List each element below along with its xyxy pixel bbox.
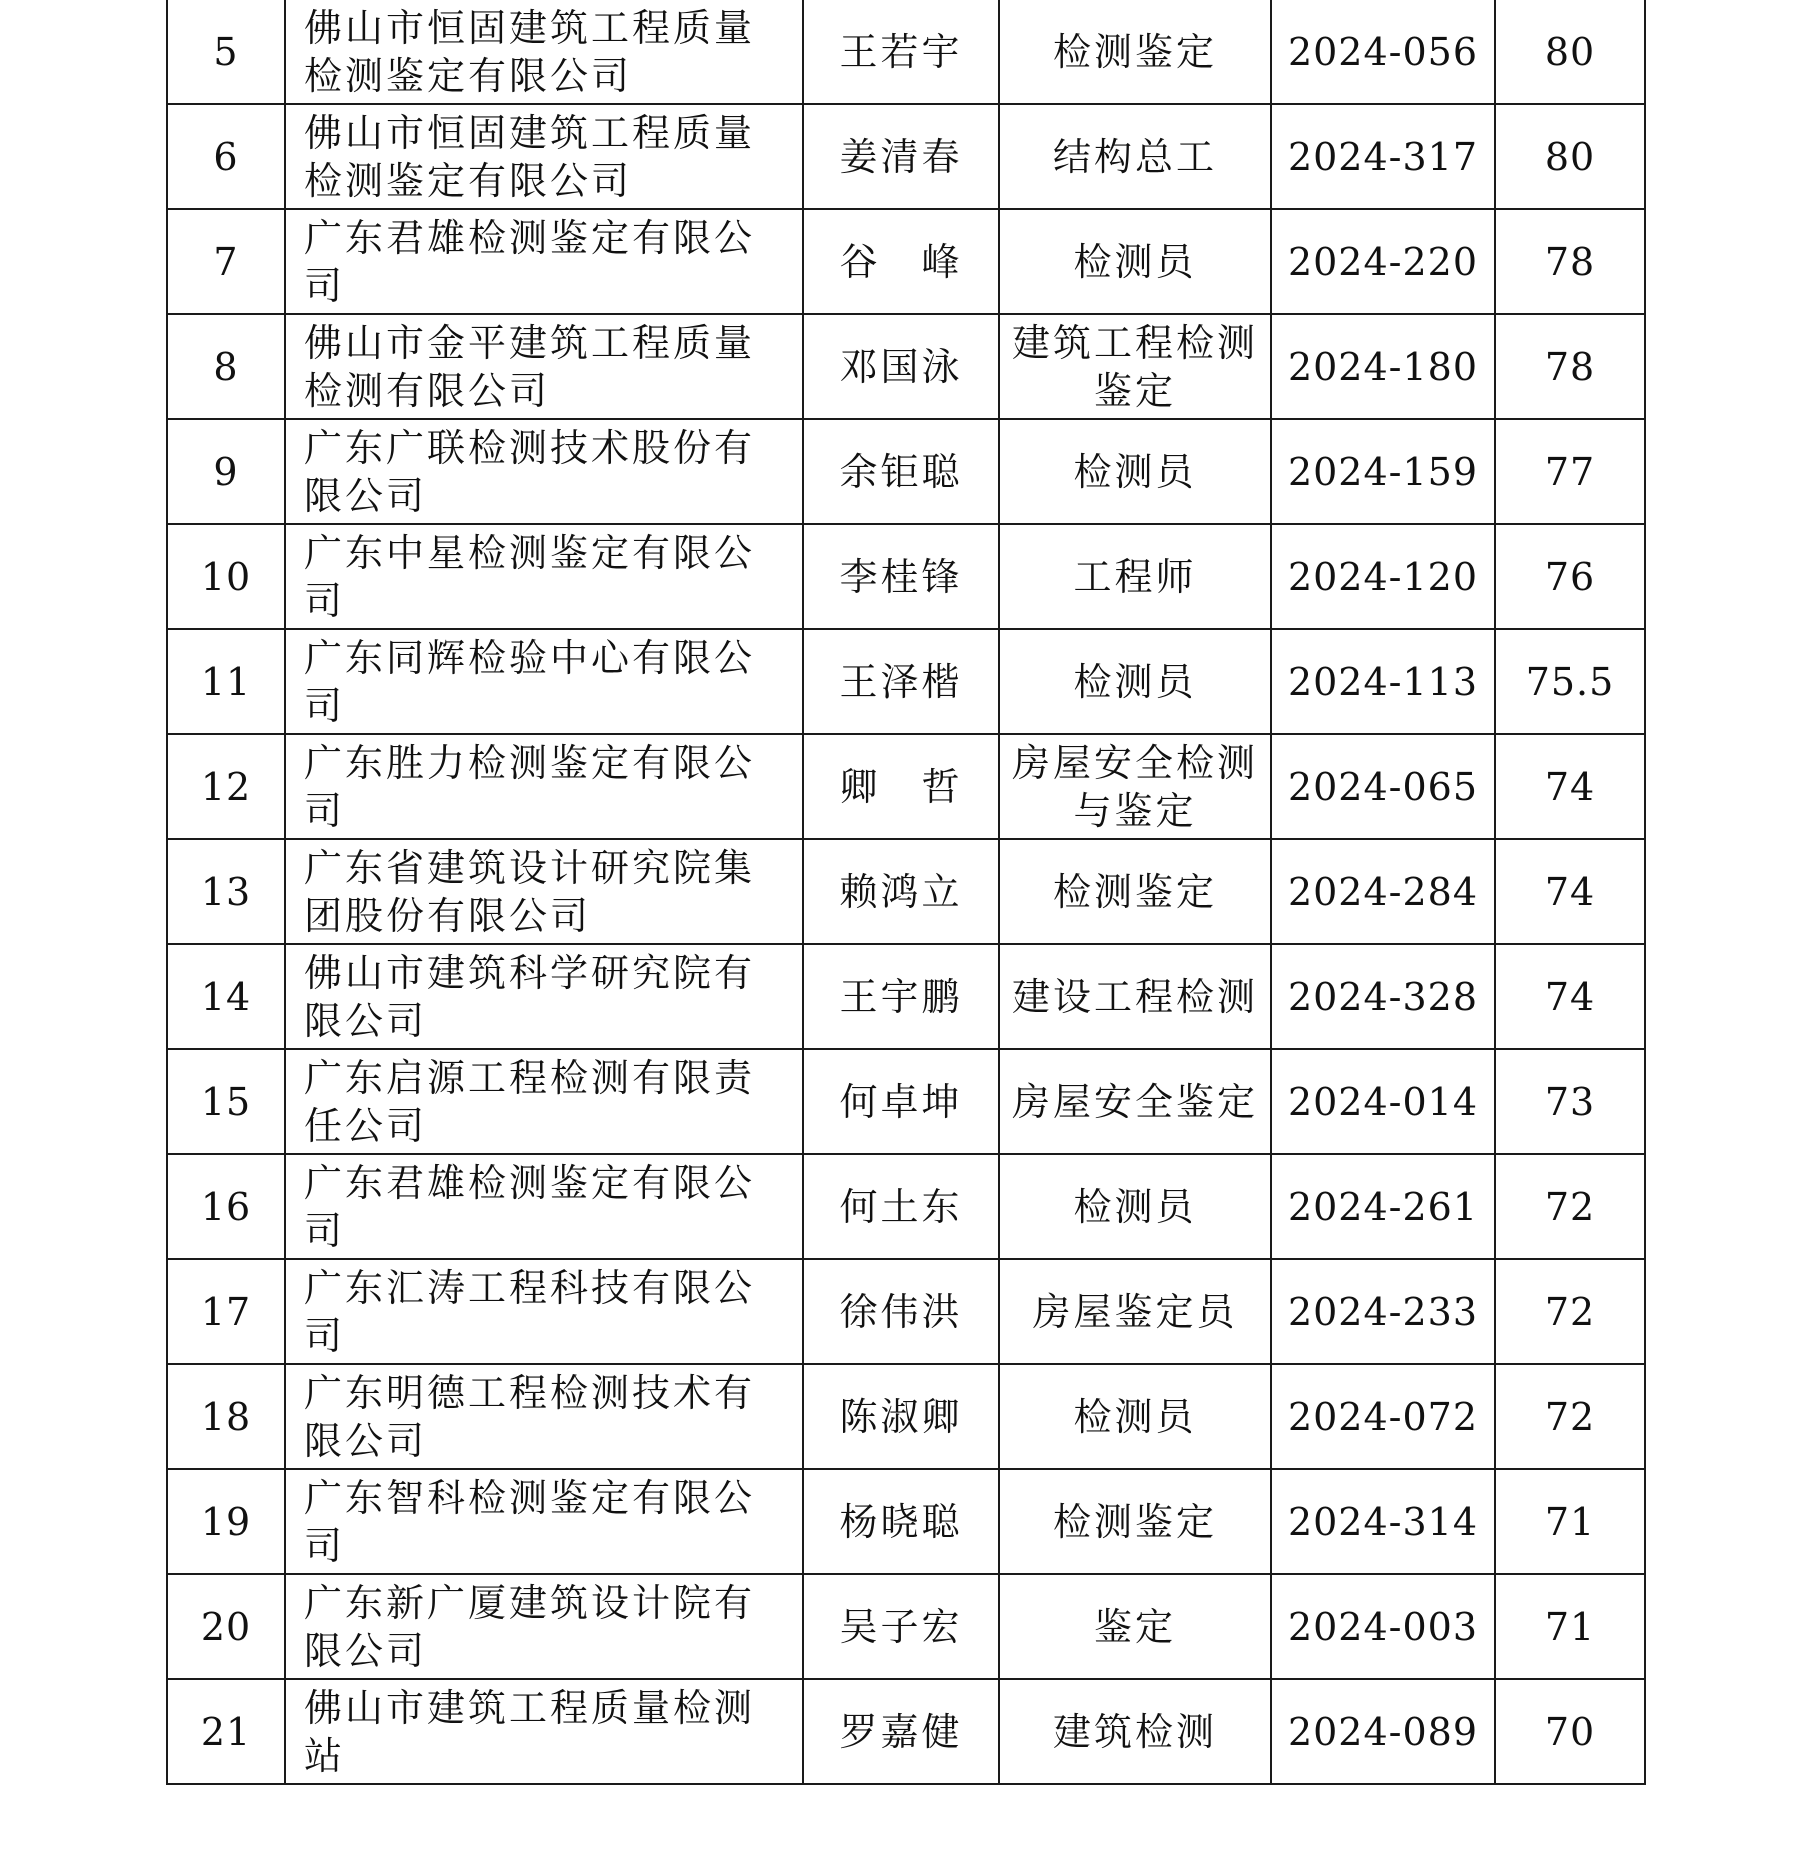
person-name: 王泽楷 (803, 629, 999, 734)
job-title: 房屋安全鉴定 (999, 1049, 1271, 1154)
row-number: 19 (167, 1469, 285, 1574)
table-row (167, 1154, 1645, 1259)
row-number: 8 (167, 314, 285, 419)
company-name: 广东新广厦建筑设计院有限公司 (285, 1574, 803, 1679)
job-title: 检测员 (999, 209, 1271, 314)
job-title: 检测员 (999, 419, 1271, 524)
person-name: 徐伟洪 (803, 1259, 999, 1364)
certificate-number: 2024-220 (1271, 209, 1495, 314)
certificate-number: 2024-056 (1271, 0, 1495, 104)
company-name: 广东胜力检测鉴定有限公司 (285, 734, 803, 839)
company-name: 广东汇涛工程科技有限公司 (285, 1259, 803, 1364)
person-name: 赖鸿立 (803, 839, 999, 944)
certificate-number: 2024-233 (1271, 1259, 1495, 1364)
results-table-body (167, 0, 1645, 1784)
row-number: 12 (167, 734, 285, 839)
score: 71 (1495, 1469, 1645, 1574)
score: 74 (1495, 944, 1645, 1049)
score: 77 (1495, 419, 1645, 524)
job-title: 检测鉴定 (999, 0, 1271, 104)
score: 71 (1495, 1574, 1645, 1679)
job-title: 房屋安全检测与鉴定 (999, 734, 1271, 839)
person-name: 陈淑卿 (803, 1364, 999, 1469)
row-number: 5 (167, 0, 285, 104)
row-number: 16 (167, 1154, 285, 1259)
person-name: 卿 哲 (803, 734, 999, 839)
row-number: 17 (167, 1259, 285, 1364)
certificate-number: 2024-159 (1271, 419, 1495, 524)
certificate-number: 2024-328 (1271, 944, 1495, 1049)
job-title: 工程师 (999, 524, 1271, 629)
table-row (167, 314, 1645, 419)
job-title: 检测员 (999, 1364, 1271, 1469)
row-number: 11 (167, 629, 285, 734)
job-title: 鉴定 (999, 1574, 1271, 1679)
row-number: 18 (167, 1364, 285, 1469)
person-name: 何卓坤 (803, 1049, 999, 1154)
table-row (167, 944, 1645, 1049)
certificate-number: 2024-113 (1271, 629, 1495, 734)
score: 80 (1495, 0, 1645, 104)
row-number: 15 (167, 1049, 285, 1154)
company-name: 佛山市建筑科学研究院有限公司 (285, 944, 803, 1049)
person-name: 何土东 (803, 1154, 999, 1259)
job-title: 建筑检测 (999, 1679, 1271, 1784)
score: 78 (1495, 209, 1645, 314)
certificate-number: 2024-120 (1271, 524, 1495, 629)
job-title: 检测员 (999, 629, 1271, 734)
job-title: 结构总工 (999, 104, 1271, 209)
company-name: 广东省建筑设计研究院集团股份有限公司 (285, 839, 803, 944)
person-name: 谷 峰 (803, 209, 999, 314)
job-title: 房屋鉴定员 (999, 1259, 1271, 1364)
job-title: 建筑工程检测鉴定 (999, 314, 1271, 419)
certificate-number: 2024-314 (1271, 1469, 1495, 1574)
table-row (167, 1049, 1645, 1154)
company-name: 广东广联检测技术股份有限公司 (285, 419, 803, 524)
company-name: 广东君雄检测鉴定有限公司 (285, 1154, 803, 1259)
certificate-number: 2024-089 (1271, 1679, 1495, 1784)
certificate-number: 2024-003 (1271, 1574, 1495, 1679)
score: 72 (1495, 1364, 1645, 1469)
person-name: 杨晓聪 (803, 1469, 999, 1574)
results-table (166, 0, 1646, 1785)
job-title: 检测鉴定 (999, 1469, 1271, 1574)
company-name: 佛山市恒固建筑工程质量检测鉴定有限公司 (285, 104, 803, 209)
company-name: 广东同辉检验中心有限公司 (285, 629, 803, 734)
score: 73 (1495, 1049, 1645, 1154)
score: 70 (1495, 1679, 1645, 1784)
score: 78 (1495, 314, 1645, 419)
row-number: 7 (167, 209, 285, 314)
table-row (167, 629, 1645, 734)
score: 76 (1495, 524, 1645, 629)
company-name: 佛山市建筑工程质量检测站 (285, 1679, 803, 1784)
row-number: 20 (167, 1574, 285, 1679)
score: 75.5 (1495, 629, 1645, 734)
table-row (167, 734, 1645, 839)
company-name: 广东中星检测鉴定有限公司 (285, 524, 803, 629)
company-name: 佛山市恒固建筑工程质量检测鉴定有限公司 (285, 0, 803, 104)
score: 74 (1495, 734, 1645, 839)
company-name: 广东君雄检测鉴定有限公司 (285, 209, 803, 314)
job-title: 检测鉴定 (999, 839, 1271, 944)
job-title: 建设工程检测 (999, 944, 1271, 1049)
table-row (167, 104, 1645, 209)
person-name: 王宇鹏 (803, 944, 999, 1049)
certificate-number: 2024-284 (1271, 839, 1495, 944)
score: 72 (1495, 1154, 1645, 1259)
table-row (167, 839, 1645, 944)
person-name: 余钜聪 (803, 419, 999, 524)
score: 74 (1495, 839, 1645, 944)
person-name: 罗嘉健 (803, 1679, 999, 1784)
certificate-number: 2024-072 (1271, 1364, 1495, 1469)
row-number: 21 (167, 1679, 285, 1784)
company-name: 佛山市金平建筑工程质量检测有限公司 (285, 314, 803, 419)
row-number: 6 (167, 104, 285, 209)
person-name: 王若宇 (803, 0, 999, 104)
table-row (167, 1364, 1645, 1469)
table-row (167, 524, 1645, 629)
table-row (167, 1469, 1645, 1574)
row-number: 10 (167, 524, 285, 629)
certificate-number: 2024-014 (1271, 1049, 1495, 1154)
person-name: 姜清春 (803, 104, 999, 209)
score: 72 (1495, 1259, 1645, 1364)
certificate-number: 2024-065 (1271, 734, 1495, 839)
person-name: 吴子宏 (803, 1574, 999, 1679)
score: 80 (1495, 104, 1645, 209)
table-row (167, 419, 1645, 524)
certificate-number: 2024-180 (1271, 314, 1495, 419)
row-number: 9 (167, 419, 285, 524)
table-row (167, 1574, 1645, 1679)
job-title: 检测员 (999, 1154, 1271, 1259)
certificate-number: 2024-261 (1271, 1154, 1495, 1259)
certificate-number: 2024-317 (1271, 104, 1495, 209)
row-number: 13 (167, 839, 285, 944)
company-name: 广东明德工程检测技术有限公司 (285, 1364, 803, 1469)
company-name: 广东启源工程检测有限责任公司 (285, 1049, 803, 1154)
table-row (167, 1259, 1645, 1364)
table-row (167, 0, 1645, 104)
person-name: 邓国泳 (803, 314, 999, 419)
table-row (167, 1679, 1645, 1784)
table-row (167, 209, 1645, 314)
row-number: 14 (167, 944, 285, 1049)
person-name: 李桂锋 (803, 524, 999, 629)
company-name: 广东智科检测鉴定有限公司 (285, 1469, 803, 1574)
